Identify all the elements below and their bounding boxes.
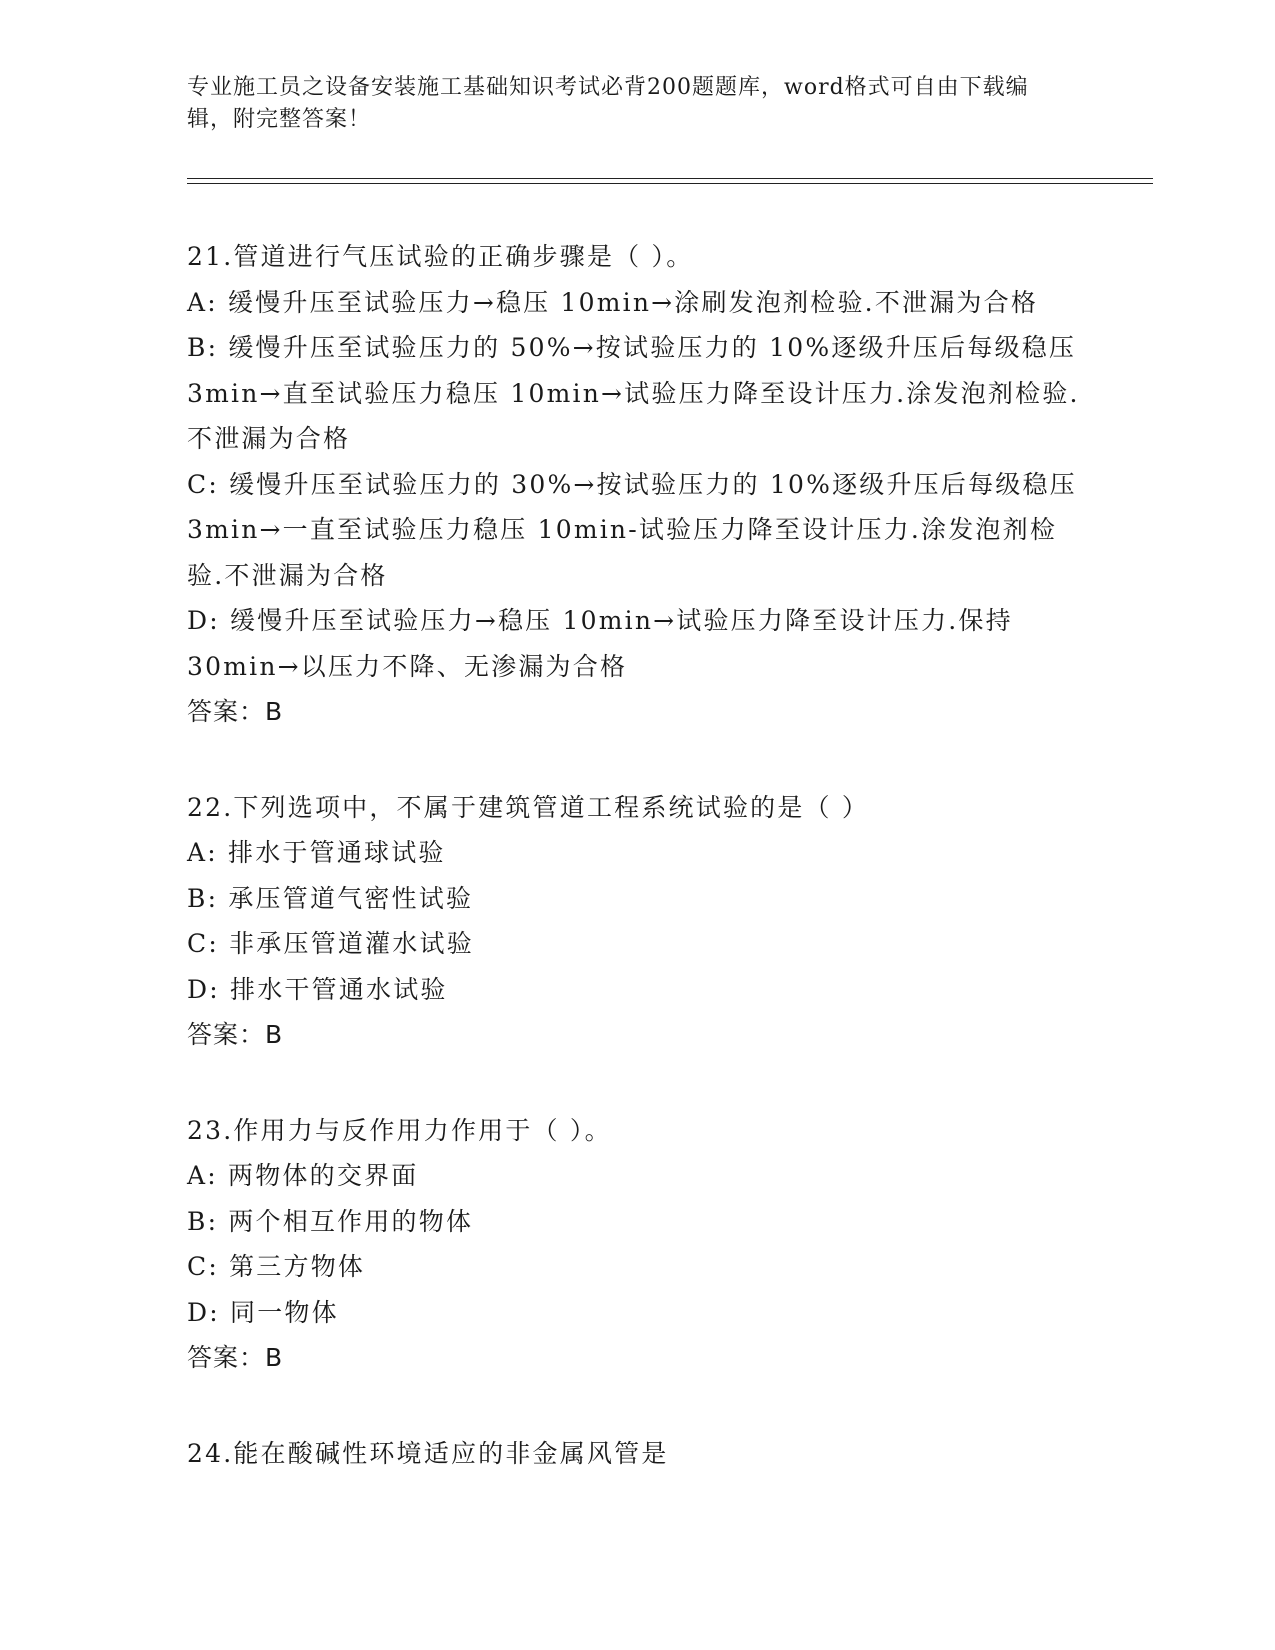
option-b: B: 承压管道气密性试验 bbox=[187, 883, 474, 913]
question-stem: 21.管道进行气压试验的正确步骤是（ ）。 bbox=[187, 242, 694, 271]
answer-line: 答案：B bbox=[187, 697, 284, 726]
question-24 bbox=[187, 1431, 1087, 1477]
question-stem: 23.作用力与反作用力作用于（ ）。 bbox=[187, 1115, 612, 1145]
question-stem: 22.下列选项中，不属于建筑管道工程系统试验的是（ ） bbox=[187, 792, 870, 822]
option-a: A: 缓慢升压至试验压力→稳压 10min→涂刷发泡剂检验.不泄漏为合格 bbox=[187, 287, 1039, 317]
header-rule-top bbox=[187, 178, 1153, 179]
answer-line: 答案：B bbox=[187, 1343, 284, 1372]
option-d: D: 缓慢升压至试验压力→稳压 10min→试验压力降至设计压力.保持30min→以压力不降、无渗漏为合格 bbox=[187, 606, 1013, 681]
option-d: D: 排水干管通水试验 bbox=[187, 974, 448, 1004]
question-stem: 24.能在酸碱性环境适应的非金属风管是 bbox=[187, 1438, 669, 1468]
option-d: D: 同一物体 bbox=[187, 1297, 339, 1327]
option-a: A: 排水于管通球试验 bbox=[187, 838, 446, 867]
option-c: C: 第三方物体 bbox=[187, 1252, 366, 1281]
option-c: C: 缓慢升压至试验压力的 30%→按试验压力的 10%逐级升压后每级稳压 3min→一直至试验压力稳压 10min-试验压力降至设计压力.涂发泡剂检验.不泄漏为合格 bbox=[187, 469, 1088, 590]
option-a: A: 两物体的交界面 bbox=[187, 1161, 419, 1190]
answer-line: 答案：B bbox=[187, 1020, 284, 1049]
question-21 bbox=[187, 234, 1087, 735]
header-rule-bottom bbox=[187, 183, 1153, 184]
question-23 bbox=[187, 1108, 1087, 1381]
option-c: C: 非承压管道灌水试验 bbox=[187, 929, 474, 958]
question-list bbox=[187, 234, 1087, 1526]
option-b: B: 两个相互作用的物体 bbox=[187, 1206, 474, 1236]
document-header: 专业施工员之设备安装施工基础知识考试必背200题题库，word格式可自由下载编辑，附完整答案！ bbox=[187, 75, 1029, 132]
option-b: B: 缓慢升压至试验压力的 50%→按试验压力的 10%逐级升压后每级稳压 3min→直至试验压力稳压 10min→试验压力降至设计压力.涂发泡剂检验.不泄漏为合格 bbox=[187, 333, 1087, 453]
question-22 bbox=[187, 785, 1087, 1058]
